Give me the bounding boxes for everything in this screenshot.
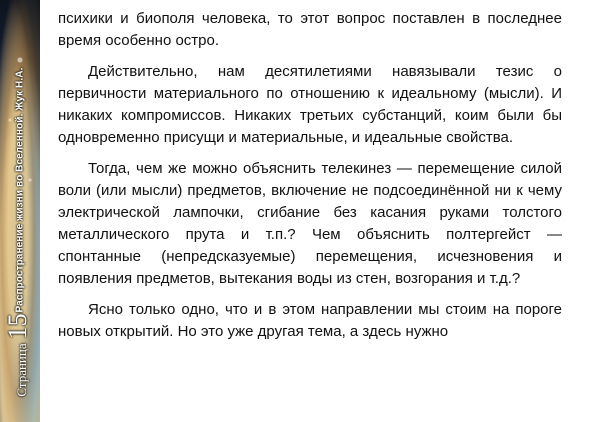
- page-word: Страница: [14, 343, 29, 397]
- paragraph: Действительно, нам десятилетиями навязывали тезис о первичности материального по отношению к идеальному (мысли). И никаких компромиссов. Никаких третьих субстанций, коим были бы одновременно присущи и материальные, и идеальные свойства.: [58, 63, 562, 146]
- cosmic-side-banner: [0, 0, 40, 422]
- page-number: 15: [3, 313, 32, 340]
- book-title-vertical: Распространение жизни во Вселенной. Жук Н.А.: [14, 67, 26, 313]
- paragraph: Тогда, чем же можно объяснить телекинез — перемещение силой воли (или мысли) предметов, включение не подсоединённой ни к чему электрической лампочки, сгибание без касания руками толстого металлического прута и т.п.? Чем объяснить полтергейст — спонтанные (непредсказуемые) перемещения, исчезновения и появления предметов, вытекания воды из стен, возгорания и т.д.?: [58, 160, 562, 287]
- paragraph-continuation: психики и биополя человека, то этот вопрос поставлен в последнее время особенно остро.: [58, 10, 562, 49]
- page-number-label: [3, 313, 33, 396]
- paragraph: Ясно только одно, что и в этом направлении мы стоим на пороге новых открытий. Но это уже другая тема, а здесь нужно: [58, 301, 562, 340]
- body-text: [58, 8, 562, 352]
